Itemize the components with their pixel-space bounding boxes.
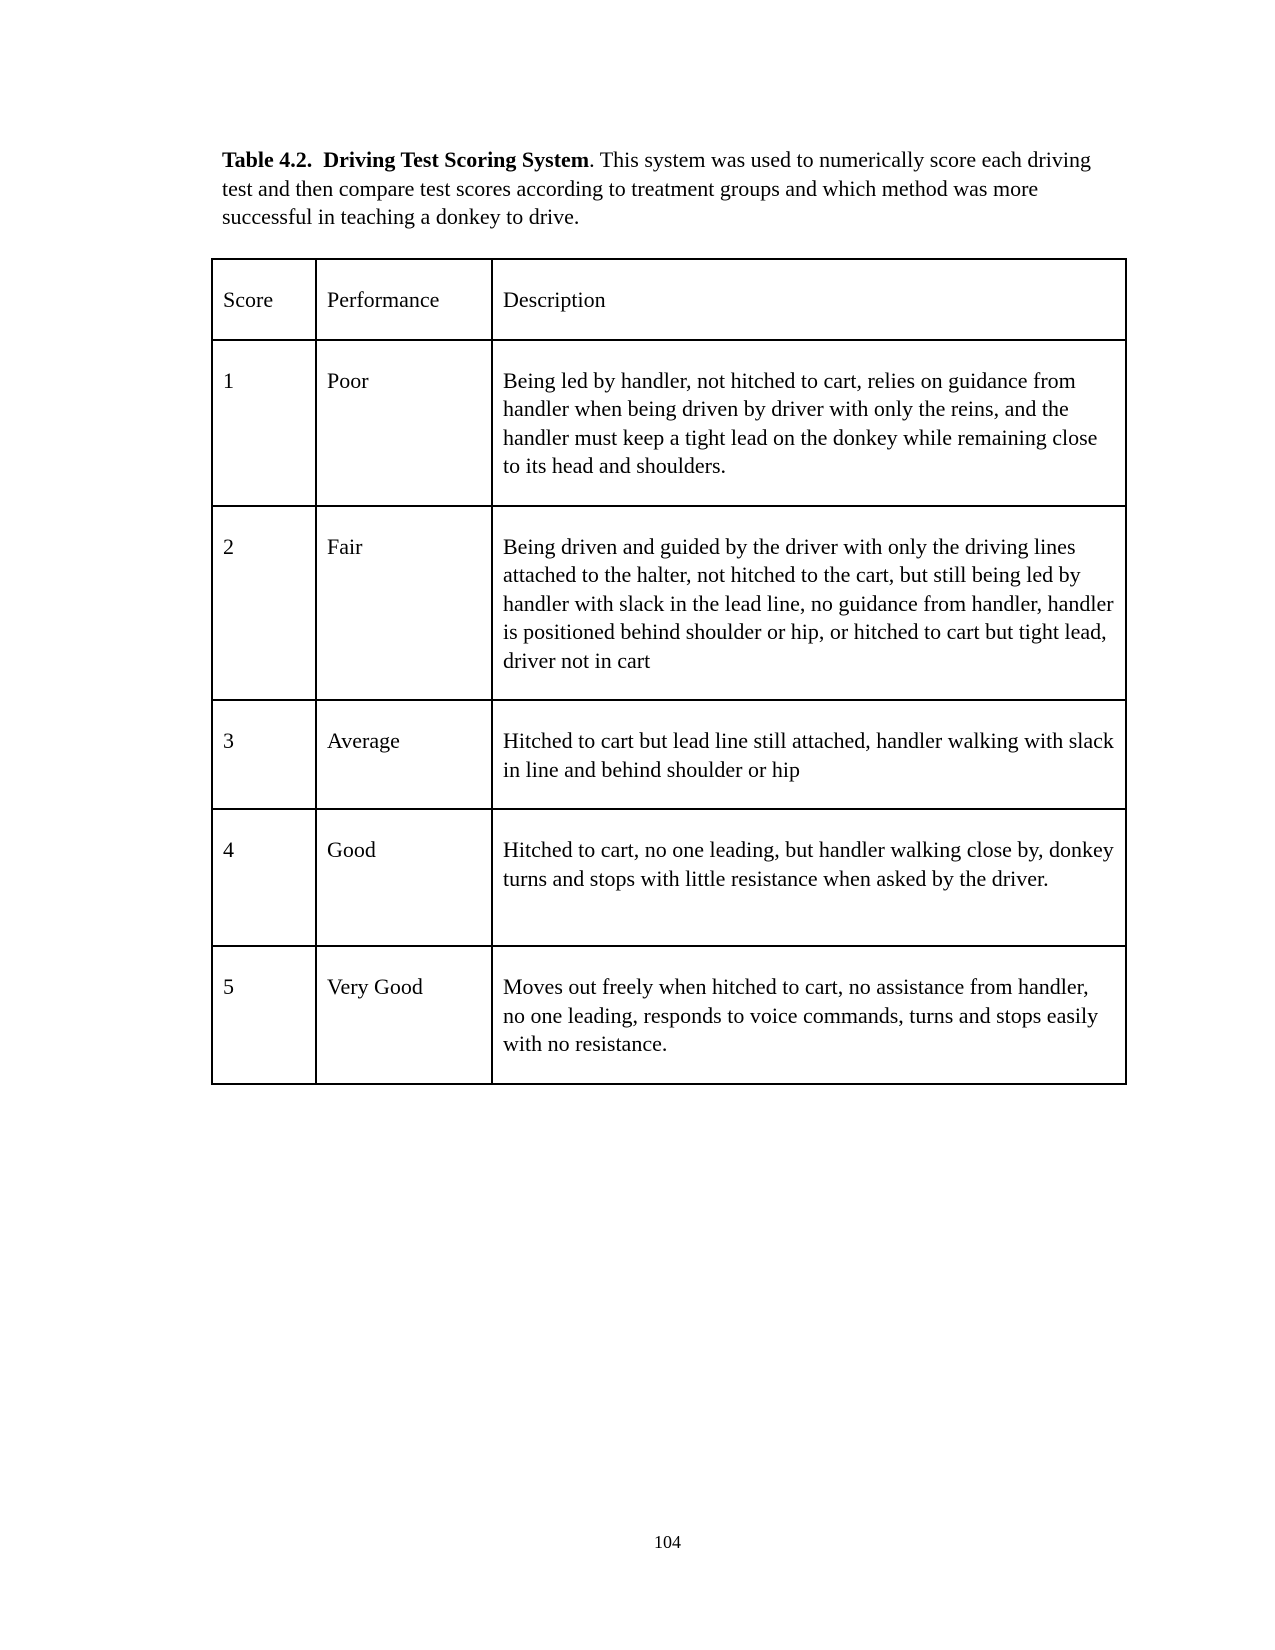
performance-cell: Fair (316, 506, 492, 701)
caption-title: Driving Test Scoring System (323, 147, 590, 172)
table-row (212, 700, 1126, 809)
score-cell: 2 (212, 506, 316, 701)
table-row (212, 506, 1126, 701)
description-cell: Being driven and guided by the driver with only the driving lines attached to the halter, not hitched to the cart, but still being led by handler with slack in the lead line, no guidance from handler, handler is positioned behind shoulder or hip, or hitched to cart but tight lead, driver not in cart (492, 506, 1126, 701)
page-number: 104 (654, 1532, 681, 1552)
table-row (212, 946, 1126, 1084)
description-cell: Moves out freely when hitched to cart, no assistance from handler, no one leading, responds to voice commands, turns and stops easily with no resistance. (492, 946, 1126, 1084)
score-cell: 3 (212, 700, 316, 809)
performance-cell: Good (316, 809, 492, 946)
score-cell: 1 (212, 340, 316, 506)
table-caption (222, 146, 1102, 232)
header-description: Description (492, 259, 1126, 340)
header-performance: Performance (316, 259, 492, 340)
caption-text: . This system was used to numerically score each driving test and then compare test scores according to treatment groups and which method was more successful in teaching a donkey to drive. (222, 147, 1091, 229)
description-cell: Hitched to cart but lead line still attached, handler walking with slack in line and behind shoulder or hip (492, 700, 1126, 809)
description-cell: Hitched to cart, no one leading, but handler walking close by, donkey turns and stops with little resistance when asked by the driver. (492, 809, 1126, 946)
table-row (212, 809, 1126, 946)
performance-cell: Poor (316, 340, 492, 506)
performance-cell: Average (316, 700, 492, 809)
table-header-row (212, 259, 1126, 340)
header-score: Score (212, 259, 316, 340)
caption-label: Table 4.2. (222, 147, 313, 172)
scoring-table (211, 258, 1127, 1085)
performance-cell: Very Good (316, 946, 492, 1084)
description-cell: Being led by handler, not hitched to cart, relies on guidance from handler when being driven by driver with only the reins, and the handler must keep a tight lead on the donkey while remaining close to its head and shoulders. (492, 340, 1126, 506)
table-row (212, 340, 1126, 506)
score-cell: 4 (212, 809, 316, 946)
score-cell: 5 (212, 946, 316, 1084)
